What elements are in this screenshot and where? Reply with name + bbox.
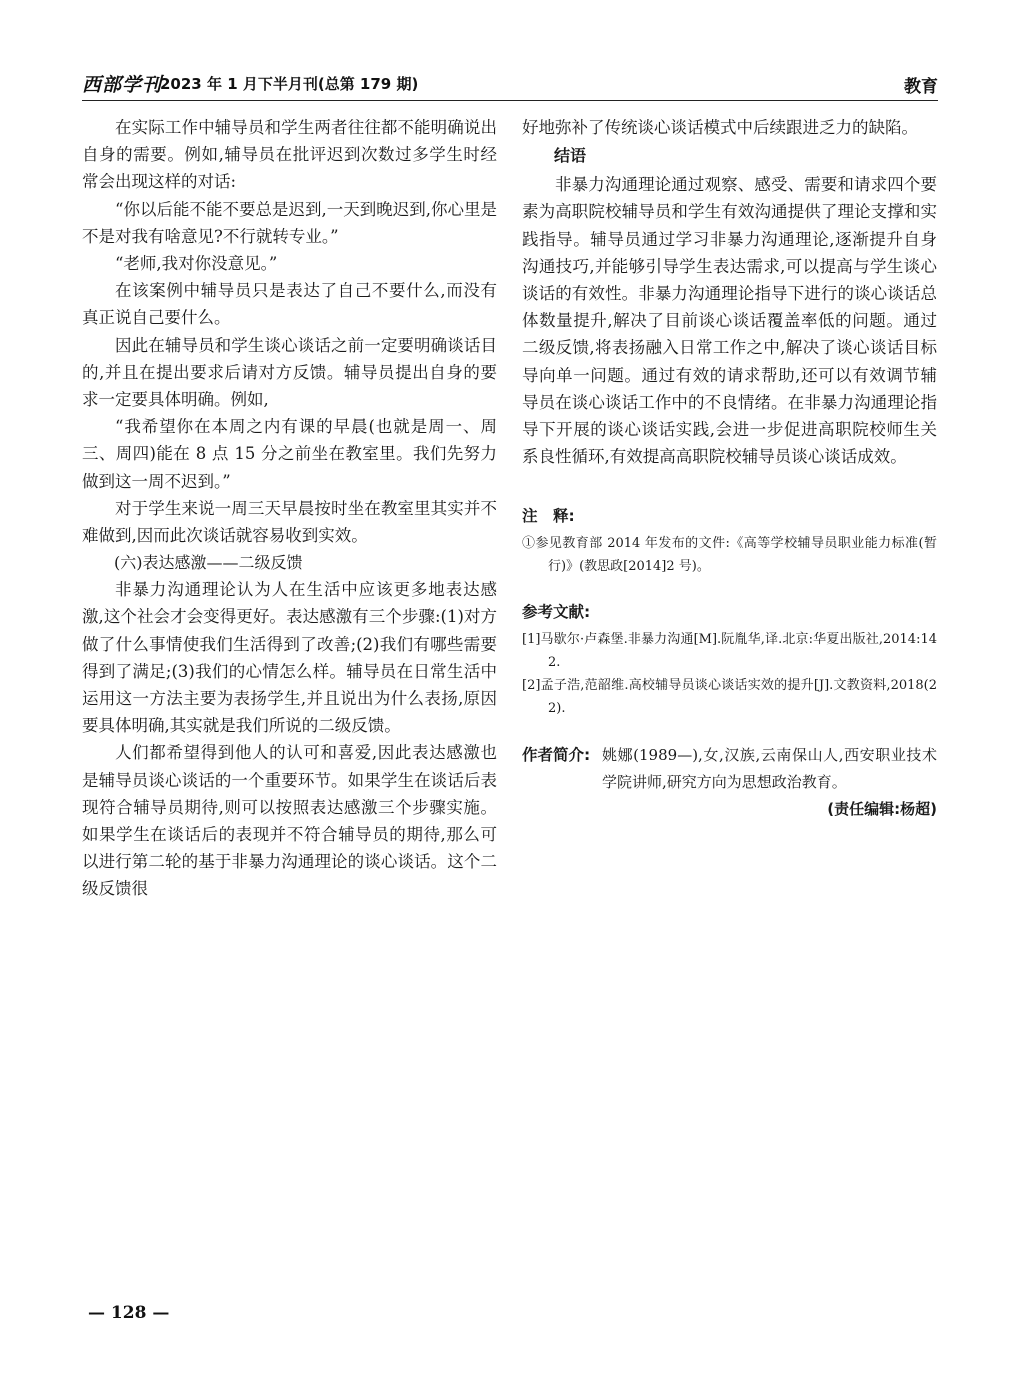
running-header: [82, 66, 938, 101]
quote-paragraph: “老师,我对你没意见。”: [115, 254, 278, 274]
right-column: [522, 114, 937, 822]
quote-paragraph: “你以后能不能不要总是迟到,一天到晚迟到,你心里是不是对我有啥意见?不行就转专业。”: [82, 199, 497, 246]
journal-logo: 西部学刊: [82, 74, 163, 96]
reference-item: [2]孟子浩,范韶维.高校辅导员谈心谈话实效的提升[J].文教资料,2018(22).: [522, 678, 937, 717]
notes-heading: 注 释:: [522, 507, 575, 526]
paragraph: 非暴力沟通理论认为人在生活中应该更多地表达感激,这个社会才会变得更好。表达感激有三个步骤:(1)对方做了什么事情使我们生活得到了改善;(2)我们有哪些需要得到了满足;(3)我们的心情怎么样。辅导员在日常生活中运用这一方法主要为表扬学生,并且说出为什么表扬,原因要具体明确,其实就是我们所说的二级反馈。: [82, 580, 497, 736]
paragraph: 人们都希望得到他人的认可和喜爱,因此表达感激也是辅导员谈心谈话的一个重要环节。如果学生在谈话后表现符合辅导员期待,则可以按照表达感激三个步骤实施。如果学生在谈话后的表现并不符合辅导员的期待,那么可以进行第二轮的基于非暴力沟通理论的谈心谈话。这个二级反馈很: [82, 743, 497, 899]
author-bio-label: 作者简介:: [522, 746, 591, 765]
author-bio-text: 姚娜(1989—),女,汉族,云南保山人,西安职业技术学院讲师,研究方向为思想政治教育。: [602, 746, 937, 792]
responsible-editor: (责任编辑:杨超): [827, 800, 937, 819]
quote-paragraph: “我希望你在本周之内有课的早晨(也就是周一、周三、周四)能在 8 点 15 分之前坐在教室里。我们先努力做到这一周不迟到。”: [82, 417, 497, 491]
subsection-heading: (六)表达感激——二级反馈: [114, 553, 303, 573]
section-label: 教育: [904, 77, 938, 97]
conclusion-heading: 结语: [554, 146, 587, 166]
note-item: ①参见教育部 2014 年发布的文件:《高等学校辅导员职业能力标准(暂行)》(教思政[2014]2 号)。: [522, 536, 937, 575]
page-number: — 128 —: [88, 1303, 170, 1323]
author-bio: [522, 742, 937, 796]
paragraph: 在实际工作中辅导员和学生两者往往都不能明确说出自身的需要。例如,辅导员在批评迟到次数过多学生时经常会出现这样的对话:: [82, 118, 497, 192]
references-heading: 参考文献:: [522, 603, 591, 622]
left-column: [82, 114, 497, 903]
paragraph-continued: 好地弥补了传统谈心谈话模式中后续跟进乏力的缺陷。: [522, 118, 918, 137]
paragraph: 因此在辅导员和学生谈心谈话之前一定要明确谈话目的,并且在提出要求后请对方反馈。辅导员提出自身的要求一定要具体明确。例如,: [82, 335, 497, 410]
paragraph: 在该案例中辅导员只是表达了自己不要什么,而没有真正说自己要什么。: [82, 281, 497, 328]
reference-item: [1]马歇尔·卢森堡.非暴力沟通[M].阮胤华,译.北京:华夏出版社,2014:142.: [522, 632, 937, 671]
conclusion-paragraph: 非暴力沟通理论通过观察、感受、需要和请求四个要素为高职院校辅导员和学生有效沟通提供了理论支撑和实践指导。辅导员通过学习非暴力沟通理论,逐渐提升自身沟通技巧,并能够引导学生表达需求,可以提高与学生谈心谈话的有效性。非暴力沟通理论指导下进行的谈心谈话总体数量提升,解决了目前谈心谈话覆盖率低的问题。通过二级反馈,将表扬融入日常工作之中,解决了谈心谈话目标导向单一问题。通过有效的请求帮助,还可以有效调节辅导员在谈心谈话工作中的不良情绪。在非暴力沟通理论指导下开展的谈心谈话实践,会进一步促进高职院校师生关系良性循环,有效提高高职院校辅导员谈心谈话成效。: [522, 175, 937, 467]
paragraph: 对于学生来说一周三天早晨按时坐在教室里其实并不难做到,因而此次谈话就容易收到实效。: [82, 498, 497, 546]
issue-info: 2023 年 1 月下半月刊(总第 179 期): [160, 75, 419, 93]
